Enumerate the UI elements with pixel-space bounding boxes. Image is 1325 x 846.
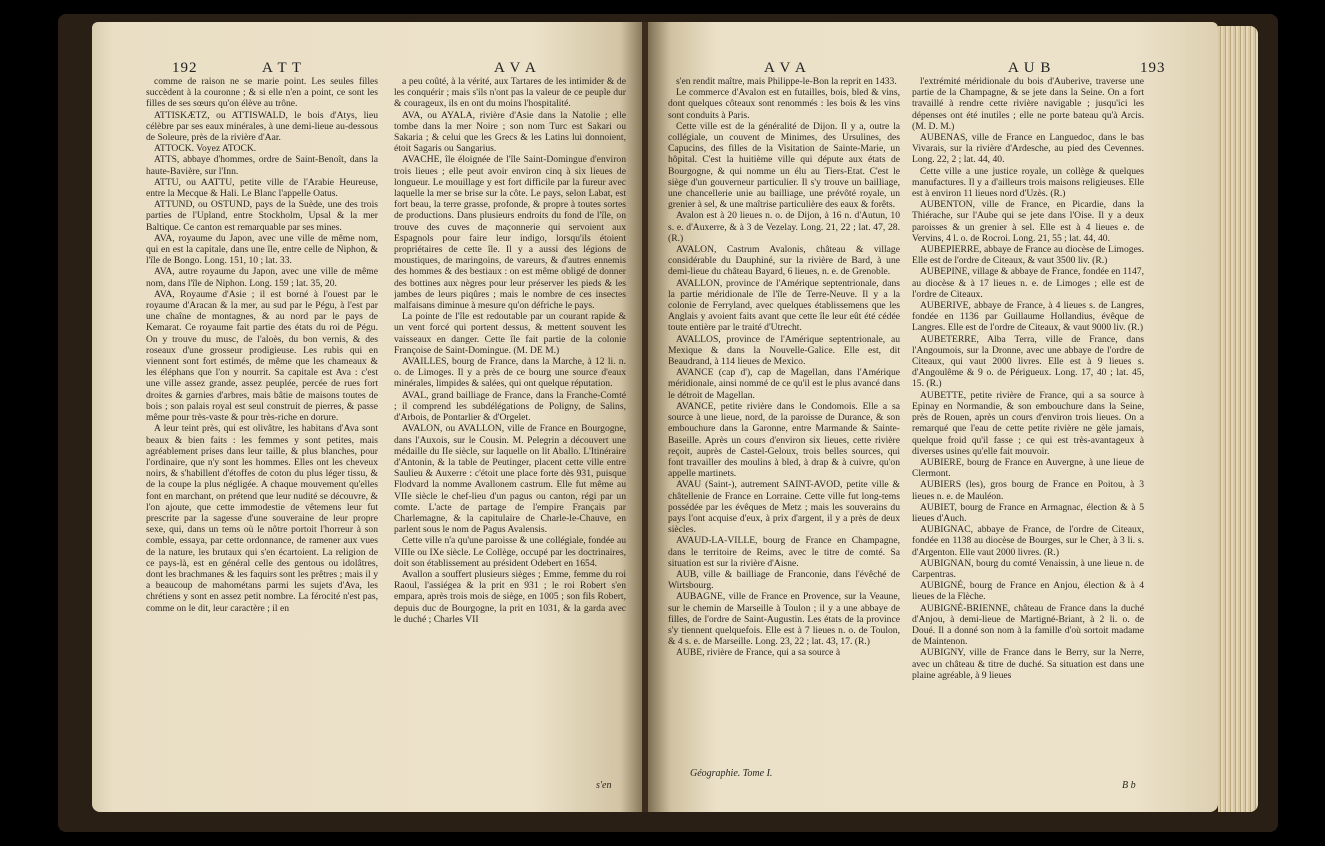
page-edges bbox=[1218, 26, 1258, 812]
entry-paragraph: AVA, royaume du Japon, avec une ville de même nom, qui en est la capitale, dans une île, entre celle de Niphon, & l'île de Bongo. Long. 151, 10 ; lat. 33. bbox=[146, 232, 378, 267]
entry-paragraph: La pointe de l'île est redoutable par un courant rapide & un vent forcé qui portent dessus, & mettent souvent les vaisseaux en danger. Cette île fait partie de la colonie Françoise de Saint-Domingue. (M. DE M.) bbox=[394, 311, 626, 356]
entry-paragraph: comme de raison ne se marie point. Les seules filles succèdent à la couronne ; & si elle n'en a point, ce sont les filles de ses sœurs qu'on élève au trône. bbox=[146, 76, 378, 110]
entry-paragraph: AUBENAS, ville de France en Languedoc, dans le bas Vivarais, sur la rivière d'Ardesche, au pied des Cevennes. Long. 22, 2 ; lat. 44, 40. bbox=[912, 132, 1144, 166]
right-signature: B b bbox=[1122, 780, 1136, 791]
right-column-2 bbox=[912, 76, 1144, 776]
left-page-number: 192 bbox=[172, 60, 198, 76]
right-footer: Géographie. Tome I. bbox=[690, 768, 773, 779]
entry-paragraph: A leur teint près, qui est olivâtre, les habitans d'Ava sont beaux & bien faits : les femmes y sont petites, mais agréablement prises dans leur taille, & plus blanches, pour l'ordinaire, que n'y sont les hommes. Elles ont les cheveux noirs, & s'habillent d'étoffes de coton du plus léger tissu, & de la coupe la plus négligée. A chaque mouvement qu'elles font en marchant, on prétend que leur nudité se découvre, & l'on ajoute, que cette immodestie de vêtemens leur fut prescrite par la sagesse d'une souveraine de leur propre sexe, qui, dans un tems où le nôtre portoit l'horreur à son comble, essaya, par cette ordonnance, de ramener aux vues de la nature, les brutaux qui s'en écartoient. La religion de ce pays-là, est en général celle des gentous ou idolâtres, dont les brachmanes & les faquirs sont les prêtres ; mais il y a beaucoup de mahométans parmi les sujets d'Ava, les chrétiens y sont en assez petit nombre. La férocité n'est pas, comme on le dit, leur caractère ; il en bbox=[146, 423, 378, 614]
right-running-head-right: A U B bbox=[1008, 60, 1052, 76]
entry-paragraph: AVANCE, petite rivière dans le Condomois. Elle a sa source à une lieue, nord, de la paroisse de Durance, & son embouchure dans la Garonne, entre Marmande & Sainte-Baseille. Après un cours d'environ six lieues, cette rivière reçoit, auprès de Castel-Geloux, trois belles sources, qui font travailler des moulins à bled, à drap & à cuivre, qu'on appelle martinets. bbox=[668, 400, 900, 480]
entry-paragraph: ATTS, abbaye d'hommes, ordre de Saint-Benoît, dans la haute-Bavière, sur l'Inn. bbox=[146, 154, 378, 177]
left-running-head-right: A V A bbox=[494, 60, 537, 76]
right-running-head-left: A V A bbox=[764, 60, 807, 76]
entry-paragraph: ATTOCK. Voyez ATOCK. bbox=[154, 143, 257, 155]
entry-paragraph: AVAUD-LA-VILLE, bourg de France en Champagne, dans le territoire de Reims, avec le titre de comté. Sa situation est sur la rivière d'Aisne. bbox=[668, 535, 900, 569]
entry-paragraph: AUBIGNY, ville de France dans le Berry, sur la Nerre, avec un château & titre de duché. Sa situation est dans une plaine agréable, à 9 lieues bbox=[912, 647, 1144, 681]
left-running-head: A T T bbox=[262, 60, 303, 76]
entry-paragraph: AVAL, grand bailliage de France, dans la Franche-Comté ; il comprend les subdélégations de Poligny, de Salins, d'Arbois, de Pontarlier & d'Orgelet. bbox=[394, 389, 626, 424]
entry-paragraph: AVACHE, île éloignée de l'île Saint-Domingue d'environ trois lieues ; elle peut avoir environ cinq à six lieues de longueur. Le mouillage y est fort difficile par la fureur avec laquelle la mer se brise sur la côte. Le pays, selon Labat, est fort beau, la terre grasse, profonde, & propre à toutes sortes de productions. Dans plusieurs endroits du fond de l'île, on trouve des cuves de maçonnerie qui servoient aux Espagnols pour faire leur indigo, lorsqu'ils étoient propriétaires de cette île. Il y a aussi des légions de moustiques, de maringoins, de vareurs, & d'autres ennemis des hommes & des bestiaux : on est même obligé de donner des bottines aux nègres pour leur préserver les pieds & les jambes de leurs piqûres ; mais le nombre de ces insectes malfaisans diminue à mesure qu'on défriche le pays. bbox=[394, 154, 626, 312]
entry-paragraph: AVA, autre royaume du Japon, avec une ville de même nom, dans l'île de Niphon. Long. 159 ; lat. 35, 20. bbox=[146, 266, 378, 289]
entry-paragraph: Cette ville a une justice royale, un collège & quelques manufactures. Il y a d'ailleurs trois maisons religieuses. Elle est à environ 11 lieues nord d'Uzès. (R.) bbox=[912, 165, 1144, 200]
entry-paragraph: AUBIET, bourg de France en Armagnac, élection & à 5 lieues d'Auch. bbox=[912, 501, 1144, 524]
entry-paragraph: AUBEPINE, village & abbaye de France, fondée en 1147, au diocèse & à 17 lieues n. e. de Limoges ; elle est de l'ordre de Citeaux. bbox=[912, 266, 1144, 300]
left-catchword: s'en bbox=[596, 780, 612, 791]
entry-paragraph: a peu coûté, à la vérité, aux Tartares de les intimider & de les conquérir ; mais s'ils n'ont pas la valeur de ce peuple dur & courageux, ils en ont du moins l'hospitalité. bbox=[394, 76, 626, 110]
entry-paragraph: AUBAGNE, ville de France en Provence, sur la Veaune, sur le chemin de Marseille à Toulon ; il y a une abbaye de filles, de l'ordre de Saint-Augustin. Les états de la province s'y tiennent quelquefois. Elle est à 7 lieues n. o. de Toulon, & 4 s. e. de Marseille. Long. 23, 22 ; lat. 43, 17. (R.) bbox=[668, 591, 900, 648]
entry-paragraph: Avalon est à 20 lieues n. o. de Dijon, à 16 n. d'Autun, 10 s. e. d'Auxerre, & à 3 de Vezelay. Long. 21, 22 ; lat. 47, 28. (R.) bbox=[668, 210, 900, 244]
entry-paragraph: AUBENTON, ville de France, en Picardie, dans la Thiérache, sur l'Aube qui se jete dans l'Oise. Il y a deux paroisses & un grenier à sel. Elle est à 4 lieues e. de Vervins, 4 l. o. de Rocroi. Long. 21, 55 ; lat. 44, 40. bbox=[912, 199, 1144, 244]
entry-paragraph: AUB, ville & bailliage de Franconie, dans l'évêché de Wirtsbourg. bbox=[668, 568, 900, 592]
left-column-1 bbox=[146, 76, 378, 776]
entry-paragraph: s'en rendit maître, mais Philippe-le-Bon la reprit en 1433. bbox=[676, 76, 897, 87]
right-page-number: 193 bbox=[1140, 60, 1166, 76]
entry-paragraph: AVAU (Saint-), autrement SAINT-AVOD, petite ville & châtellenie de France en Lorraine. Cette ville fut long-tems possédée par les évêques de Metz ; mais les souverains du pays l'ont acquise d'eux, à prix d'argent, il y a près de deux siècles. bbox=[668, 479, 900, 536]
entry-paragraph: Avallon a souffert plusieurs sièges ; Emme, femme du roi Raoul, l'assiégea & la prit en 931 ; le roi Robert s'en empara, après trois mois de siège, en 1005 ; son fils Robert, depuis duc de Bourgogne, la prit en 1031, & la garda avec le duché ; Charles VII bbox=[394, 568, 626, 625]
entry-paragraph: Le commerce d'Avalon est en futailles, bois, bled & vins, dont quelques côteaux sont renommés : les bois & les vins sont conduits à Paris. bbox=[668, 87, 900, 121]
entry-paragraph: AUBIGNAC, abbaye de France, de l'ordre de Citeaux, fondée en 1138 au diocèse de Bourges, sur le Cher, à 3 li. s. d'Argenton. Elle vaut 2000 livres. (R.) bbox=[912, 524, 1144, 558]
entry-paragraph: AVAILLES, bourg de France, dans la Marche, à 12 li. n. o. de Limoges. Il y a près de ce bourg une source d'eaux minérales, limpides & salées, qui ont quelque réputation. bbox=[394, 356, 626, 390]
entry-paragraph: AUBE, rivière de France, qui a sa source à bbox=[676, 647, 841, 659]
entry-paragraph: AUBIGNÉ-BRIENNE, château de France dans la duché d'Anjou, à demi-lieue de Martigné-Briant, à 2 li. o. de Doué. Il a donné son nom à la famille d'où sortoit madame de Maintenon. bbox=[912, 602, 1144, 648]
entry-paragraph: Cette ville n'a qu'une paroisse & une collégiale, fondée au VIIIe ou IXe siècle. Le Collège, occupé par les doctrinaires, doit son établissement au président Odebert en 1654. bbox=[394, 535, 626, 569]
entry-paragraph: AUBETERRE, Alba Terra, ville de France, dans l'Angoumois, sur la Dronne, avec une abbaye de l'ordre de Citeaux, qui vaut 2000 livres. Elle est à 9 lieues s. d'Angoulême & 9 o. de Périgueux. Long. 17, 40 ; lat. 45, 15. (R.) bbox=[912, 333, 1144, 390]
entry-paragraph: AVA, Royaume d'Asie ; il est borné à l'ouest par le royaume d'Aracan & la mer, au sud par le Pégu, à l'est par une chaîne de montagnes, & au nord par le pays de Kemarat. Ce royaume fait partie des états du roi de Pégu. On y trouve du musc, de l'aloès, du bon vernis, & des roseaux d'une grosseur prodigieuse. Les rubis qui en viennent sont fort estimés, de même que les chameaux & les éléphans que l'on y nourrit. Sa capitale est Ava : c'est une ville assez grande, assez peuplée, percée de rues fort droites & garnies d'arbres, mais bâtie de maisons toutes de bois ; son palais royal est seul construit de pierres, & passe même pour très-vaste & pour très-riche en dorure. bbox=[146, 288, 378, 424]
entry-paragraph: AUBIGNAN, bourg du comté Venaissin, à une lieue n. de Carpentras. bbox=[912, 557, 1144, 580]
entry-paragraph: AUBETTE, petite rivière de France, qui a sa source à Epinay en Normandie, & son embouchure dans la Seine, près de Rouen, après un cours d'environ trois lieues. On a remarqué que l'eau de cette petite rivière ne gèle jamais, quelque froid qu'il fasse ; ce qui est très-avantageux à diverses usines qu'elle fait mouvoir. bbox=[912, 389, 1144, 457]
entry-paragraph: AUBERIVE, abbaye de France, à 4 lieues s. de Langres, fondée en 1136 par Guillaume Hollandius, évêque de Langres. Elle est de l'ordre de Citeaux, & vaut 9000 liv. (R.) bbox=[912, 300, 1144, 334]
entry-paragraph: AVALON, ou AVALLON, ville de France en Bourgogne, dans l'Auxois, sur le Cousin. M. Pelegrin a découvert une médaille du IIe siècle, sur laquelle on lit Aballo. L'Itinéraire d'Antonin, & la table de Peutinger, placent cette ville entre Saulieu & Auxerre : c'étoit une place forte dès 931, puisque Flodvard la nomme Avallonem castrum. Elle fut même au VIIe siècle le chef-lieu d'un pagus ou canton, régi par un comte. L'acte de partage de l'empire Français par Charlemagne, & la capitulaire de Charle-le-Chauve, en parlent sous le nom de Pagus Avalensis. bbox=[394, 423, 626, 536]
entry-paragraph: Cette ville est de la généralité de Dijon. Il y a, outre la collégiale, un couvent de Minimes, des Ursulines, des Capucins, des filles de la Visitation de Sainte-Marie, un hôpital. C'est la huitième ville qui députe aux états de Bourgogne, & qui nomme un élu au Tiers-Etat. C'est le siège d'un gouverneur particulier. Il s'y trouve un bailliage, une chancellerie unie au bailliage, une prévôté royale, un grenier à sel, & une maîtrise particulière des eaux & forêts. bbox=[668, 120, 900, 211]
entry-paragraph: AUBIERE, bourg de France en Auvergne, à une lieue de Clermont. bbox=[912, 456, 1144, 480]
left-column-2 bbox=[394, 76, 626, 776]
entry-paragraph: ATTISKÆTZ, ou ATTISWALD, le bois d'Atys, lieu célèbre par ses eaux minérales, à une demi-lieue au-dessous de Soleure, près de la rivière d'Aar. bbox=[146, 109, 378, 144]
entry-paragraph: AUBEPIERRE, abbaye de France au diocèse de Limoges. Elle est de l'ordre de Citeaux, & vaut 3500 liv. (R.) bbox=[912, 244, 1144, 267]
entry-paragraph: l'extrémité méridionale du bois d'Auberive, traverse une partie de la Champagne, & se jete dans la Seine. On a fort travaillé à rendre cette rivière navigable ; jusqu'ici les dépenses ont été inutiles ; elle ne porte bateau qu'à Arcis. (M. D. M.) bbox=[912, 76, 1144, 132]
entry-paragraph: AVANCE (cap d'), cap de Magellan, dans l'Amérique méridionale, ainsi nommé de ce qu'il est le plus avancé dans le détroit de Magellan. bbox=[668, 367, 900, 401]
entry-paragraph: AVALON, Castrum Avalonis, château & village considérable du Dauphiné, sur la rivière de Bard, à une demi-lieue du château Bayard, 6 lieues, n. e. de Grenoble. bbox=[668, 244, 900, 278]
entry-paragraph: AVALLON, province de l'Amérique septentrionale, dans la partie méridionale de l'île de Terre-Neuve. Il y a la colonie de Ferryland, avec quelques établissemens que les Anglais y avoient faits avant que cette île leur eût été cédée toute entière par le traité d'Utrecht. bbox=[668, 277, 900, 334]
entry-paragraph: AVALLOS, province de l'Amérique septentrionale, au Mexique & dans la Nouvelle-Galice. Elle est, dit Beaudrand, à 114 lieues de Mexico. bbox=[668, 333, 900, 368]
entry-paragraph: AUBIGNÉ, bourg de France en Anjou, élection & à 4 lieues de la Flèche. bbox=[912, 580, 1144, 603]
entry-paragraph: AVA, ou AYALA, rivière d'Asie dans la Natolie ; elle tombe dans la mer Noire ; son nom Turc est Sakari ou Sakaria ; & celui que les Grecs & les Latins lui donnoient, étoit Sagaris ou Sangarius. bbox=[394, 109, 626, 155]
entry-paragraph: ATTU, ou AATTU, petite ville de l'Arabie Heureuse, entre la Mecque & Hali. Le Blanc l'appelle Oatus. bbox=[146, 176, 378, 200]
entry-paragraph: AUBIERS (les), gros bourg de France en Poitou, à 3 lieues n. e. de Mauléon. bbox=[912, 479, 1144, 502]
entry-paragraph: ATTUND, ou OSTUND, pays de la Suède, une des trois parties de l'Upland, entre Stockholm, Upsal & la mer Baltique. Ce canton est remarquable par ses mines. bbox=[146, 199, 378, 233]
right-column-1 bbox=[668, 76, 900, 766]
